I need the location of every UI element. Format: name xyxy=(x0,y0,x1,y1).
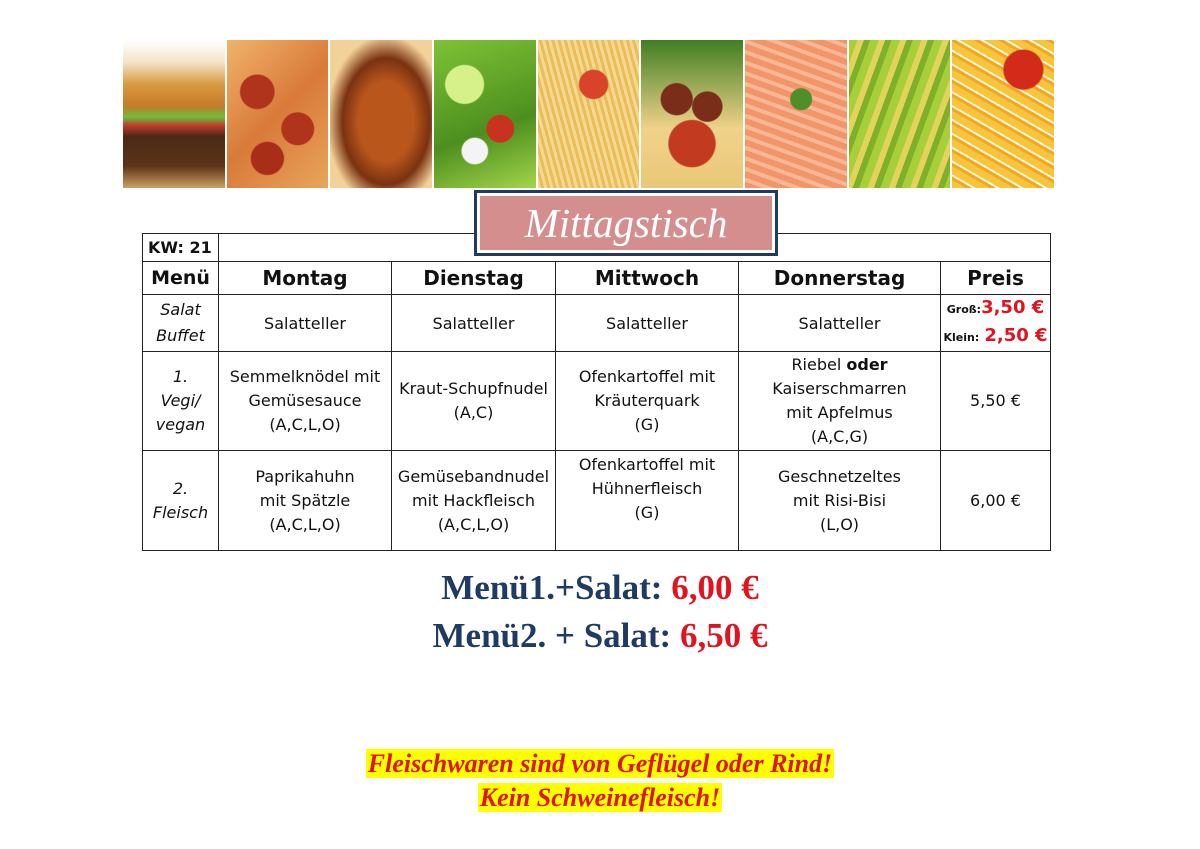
cell-salat-thursday: Salatteller xyxy=(739,295,941,352)
price-large: 3,50 € xyxy=(981,297,1045,318)
dish-connector: oder xyxy=(846,355,888,374)
row-label-fleisch xyxy=(143,451,219,551)
combo-1-price: 6,00 € xyxy=(671,568,759,607)
dish-line: Kraut-Schupfnudel xyxy=(399,379,548,398)
row-label-line: Salat xyxy=(160,300,201,319)
dish-line: mit Apfelmus xyxy=(786,403,893,422)
cell-fleisch-thursday xyxy=(739,451,941,551)
dish-line: Semmelknödel mit xyxy=(229,367,381,386)
allergen-codes: (A,C,L,O) xyxy=(437,514,510,534)
pizza-image xyxy=(227,40,329,188)
dish-line: Riebel xyxy=(791,355,847,374)
allergen-codes: (G) xyxy=(634,503,660,522)
header-menu: Menü xyxy=(143,262,219,295)
allergen-codes: (A,C) xyxy=(453,403,494,422)
header-price: Preis xyxy=(941,262,1051,295)
row-label-line: Fleisch xyxy=(152,502,209,522)
row-label-veg xyxy=(143,352,219,451)
combo-2 xyxy=(0,616,1200,656)
cell-fleisch-wednesday xyxy=(556,451,739,551)
food-banner xyxy=(123,40,1054,188)
cell-salat-monday: Salatteller xyxy=(219,295,392,352)
menu-table xyxy=(142,233,1051,551)
page-title: Mittagstisch xyxy=(480,196,772,250)
table-row xyxy=(143,295,1051,352)
dish-line: mit Spätzle xyxy=(259,490,351,510)
row-label-line: 2. xyxy=(172,478,189,498)
combo-1 xyxy=(0,568,1200,608)
notice-line-2 xyxy=(0,783,1200,813)
allergen-codes: (A,C,L,O) xyxy=(269,514,341,534)
dish-line: Hühnerfleisch xyxy=(591,479,703,498)
dish-line: Ofenkartoffel mit xyxy=(578,367,716,386)
notice-text-1: Fleischwaren sind von Geflügel oder Rind! xyxy=(367,749,833,778)
header-thursday: Donnerstag xyxy=(739,262,941,295)
header-wednesday: Mittwoch xyxy=(556,262,739,295)
meatballs-image xyxy=(641,40,743,188)
row-label-line: 1. xyxy=(172,367,189,386)
cell-salat-wednesday: Salatteller xyxy=(556,295,739,352)
title-box xyxy=(474,190,778,256)
allergen-codes: (L,O) xyxy=(819,514,860,534)
salmon-image xyxy=(745,40,847,188)
combo-2-label: Menü2. + Salat: xyxy=(432,616,680,655)
table-row xyxy=(143,352,1051,451)
price-large-label: Groß: xyxy=(946,303,982,316)
allergen-codes: (A,C,G) xyxy=(810,427,869,446)
cell-fleisch-monday xyxy=(219,451,392,551)
price-small: 2,50 € xyxy=(984,325,1048,346)
dish-line: Kräuterquark xyxy=(594,391,700,410)
table-row xyxy=(143,451,1051,551)
allergen-codes: (G) xyxy=(634,415,660,434)
cell-salat-price xyxy=(941,295,1051,352)
header-monday: Montag xyxy=(219,262,392,295)
row-label-line: vegan xyxy=(155,415,206,434)
combo-1-label: Menü1.+Salat: xyxy=(441,568,672,607)
price-small-label: Klein: xyxy=(943,331,980,344)
dish-line: Paprikahuhn xyxy=(255,466,355,486)
dish-line: mit Hackfleisch xyxy=(412,490,535,510)
green-pasta-image xyxy=(849,40,951,188)
cell-veg-wednesday xyxy=(556,352,739,451)
header-row xyxy=(143,262,1051,295)
dish-line: Kaiserschmarren xyxy=(772,379,907,398)
fries-image xyxy=(952,40,1054,188)
week-label: KW: 21 xyxy=(143,234,219,262)
cell-veg-thursday xyxy=(739,352,941,451)
row-label-line: Vegi/ xyxy=(160,391,201,410)
cell-veg-monday xyxy=(219,352,392,451)
spaghetti-image xyxy=(538,40,640,188)
header-tuesday: Dienstag xyxy=(392,262,556,295)
salad-image xyxy=(434,40,536,188)
row-label-salat xyxy=(143,295,219,352)
row-label-line: Buffet xyxy=(156,326,205,345)
dish-line: Gemüsebandnudel xyxy=(397,466,550,486)
cell-fleisch-tuesday xyxy=(392,451,556,551)
dish-line: Ofenkartoffel mit xyxy=(578,455,716,474)
chicken-image xyxy=(330,40,432,188)
allergen-codes: (A,C,L,O) xyxy=(269,415,341,434)
cell-veg-tuesday xyxy=(392,352,556,451)
cell-veg-price: 5,50 € xyxy=(941,352,1051,451)
dish-line: mit Risi-Bisi xyxy=(792,490,887,510)
cell-fleisch-price: 6,00 € xyxy=(941,451,1051,551)
dish-line: Gemüsesauce xyxy=(248,391,362,410)
cell-salat-tuesday: Salatteller xyxy=(392,295,556,352)
dish-line: Geschnetzeltes xyxy=(778,466,901,486)
burger-image xyxy=(123,40,225,188)
combo-2-price: 6,50 € xyxy=(679,616,768,655)
notice-line-1 xyxy=(0,749,1200,779)
notice-text-2: Kein Schweinefleisch! xyxy=(479,783,721,812)
